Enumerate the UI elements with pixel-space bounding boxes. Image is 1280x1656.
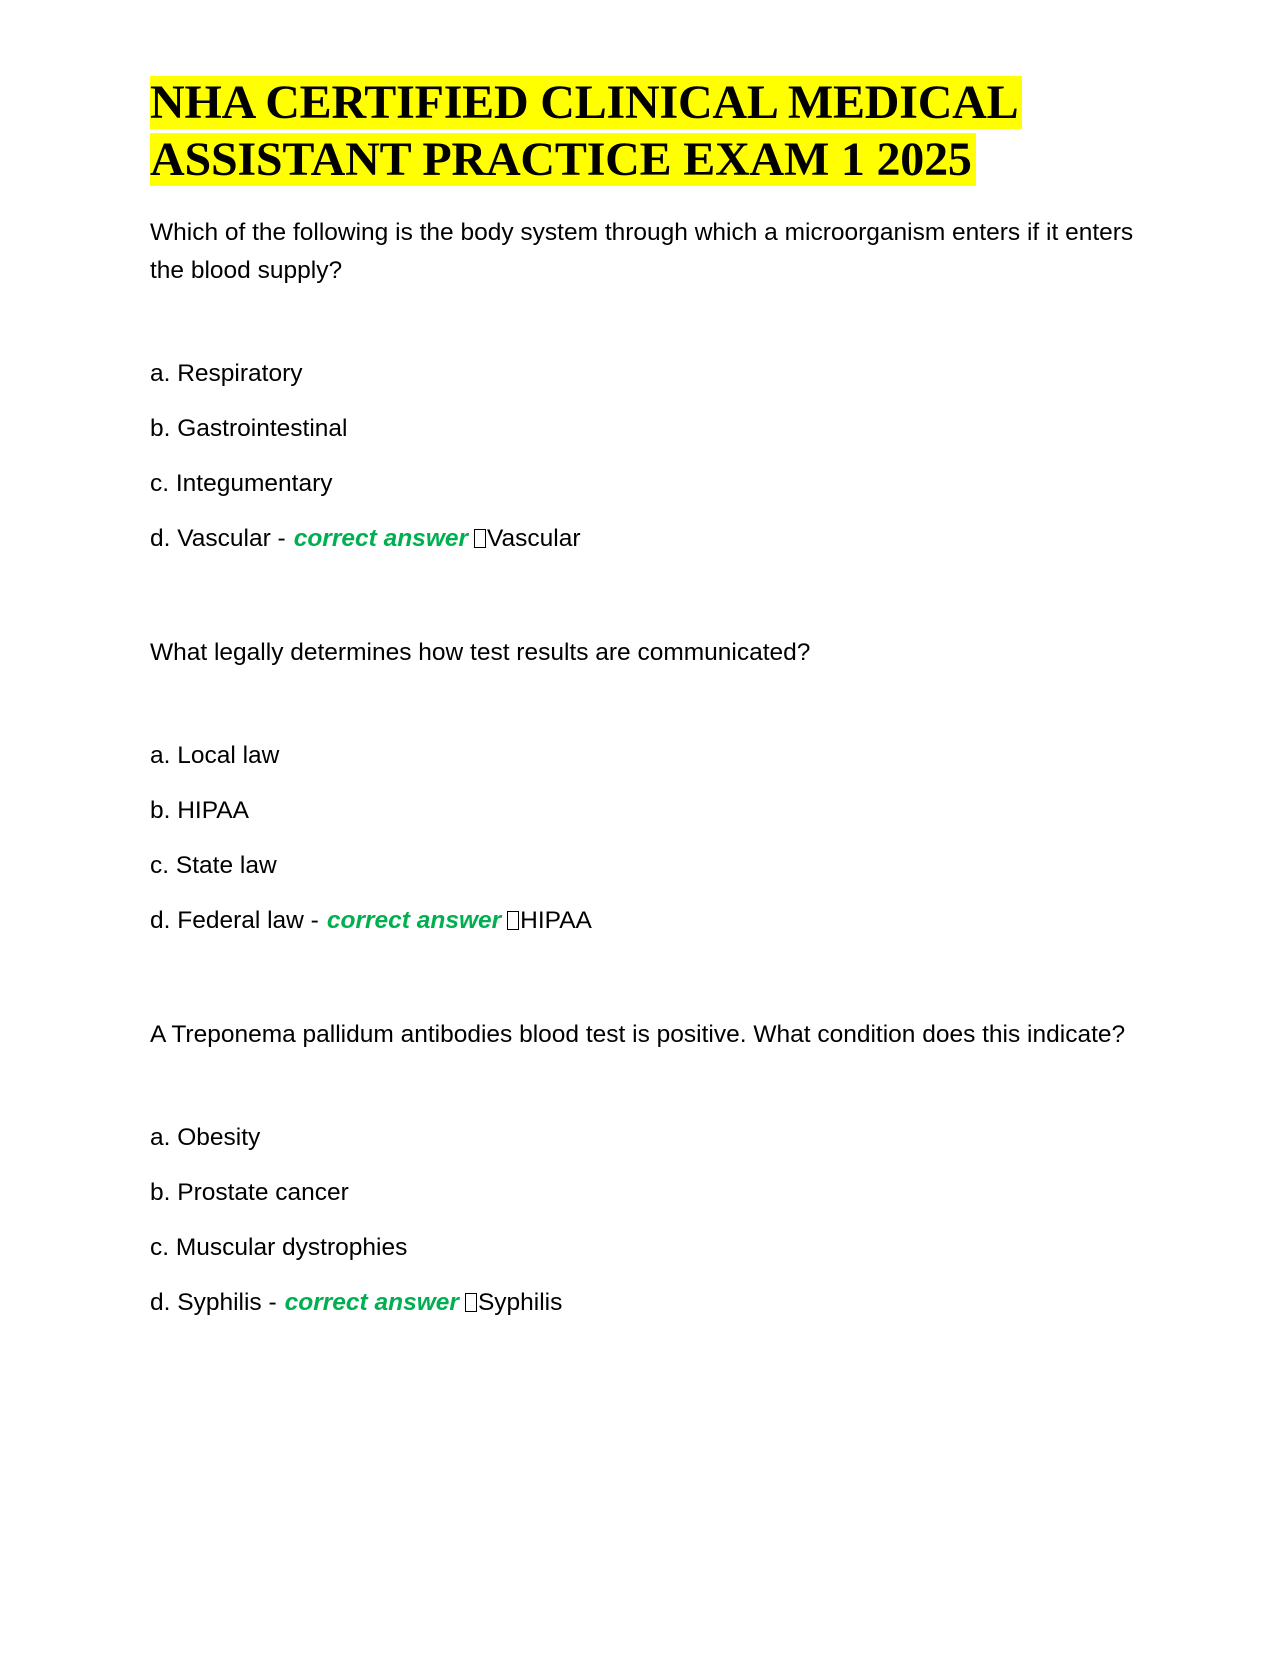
option-d: [150, 906, 1140, 936]
question-block: [150, 634, 1140, 936]
correct-answer-value: Syphilis: [477, 1289, 563, 1316]
option-c: c. Integumentary: [150, 470, 333, 497]
correct-answer-label: correct answer: [293, 525, 469, 552]
option-d-text: d. Vascular -: [150, 525, 286, 552]
option-c: c. Muscular dystrophies: [150, 1234, 408, 1261]
option-d: [150, 1288, 1140, 1318]
option-b: b. Gastrointestinal: [150, 415, 348, 442]
option-b: b. Prostate cancer: [150, 1179, 349, 1206]
option-d-text: d. Syphilis -: [150, 1289, 277, 1316]
correct-answer-label: correct answer: [284, 1289, 459, 1316]
missing-glyph-icon: [465, 1293, 477, 1312]
document-page: [150, 74, 1140, 1318]
question-block: [150, 1016, 1140, 1318]
option-b: b. HIPAA: [150, 797, 249, 824]
correct-answer-value: HIPAA: [520, 907, 592, 934]
missing-glyph-icon: [474, 529, 486, 548]
document-title: [150, 74, 1140, 188]
question-text: What legally determines how test results are communicated?: [150, 639, 811, 666]
question-block: [150, 214, 1140, 554]
option-c: c. State law: [150, 852, 277, 879]
question-text: A Treponema pallidum antibodies blood test is positive. What condition does this indicate?: [150, 1021, 1126, 1048]
title-highlight: NHA CERTIFIED CLINICAL MEDICAL ASSISTANT PRACTICE EXAM 1 2025: [150, 76, 1022, 186]
correct-answer-label: correct answer: [326, 907, 502, 934]
option-a: a. Respiratory: [150, 360, 303, 387]
option-a: a. Obesity: [150, 1124, 261, 1151]
option-a: a. Local law: [150, 742, 280, 769]
missing-glyph-icon: [507, 911, 519, 930]
question-text: Which of the following is the body system through which a microorganism enters if it enters the blood supply?: [150, 219, 1134, 284]
option-d: [150, 524, 1140, 554]
option-d-text: d. Federal law -: [150, 907, 319, 934]
correct-answer-value: Vascular: [487, 525, 581, 552]
